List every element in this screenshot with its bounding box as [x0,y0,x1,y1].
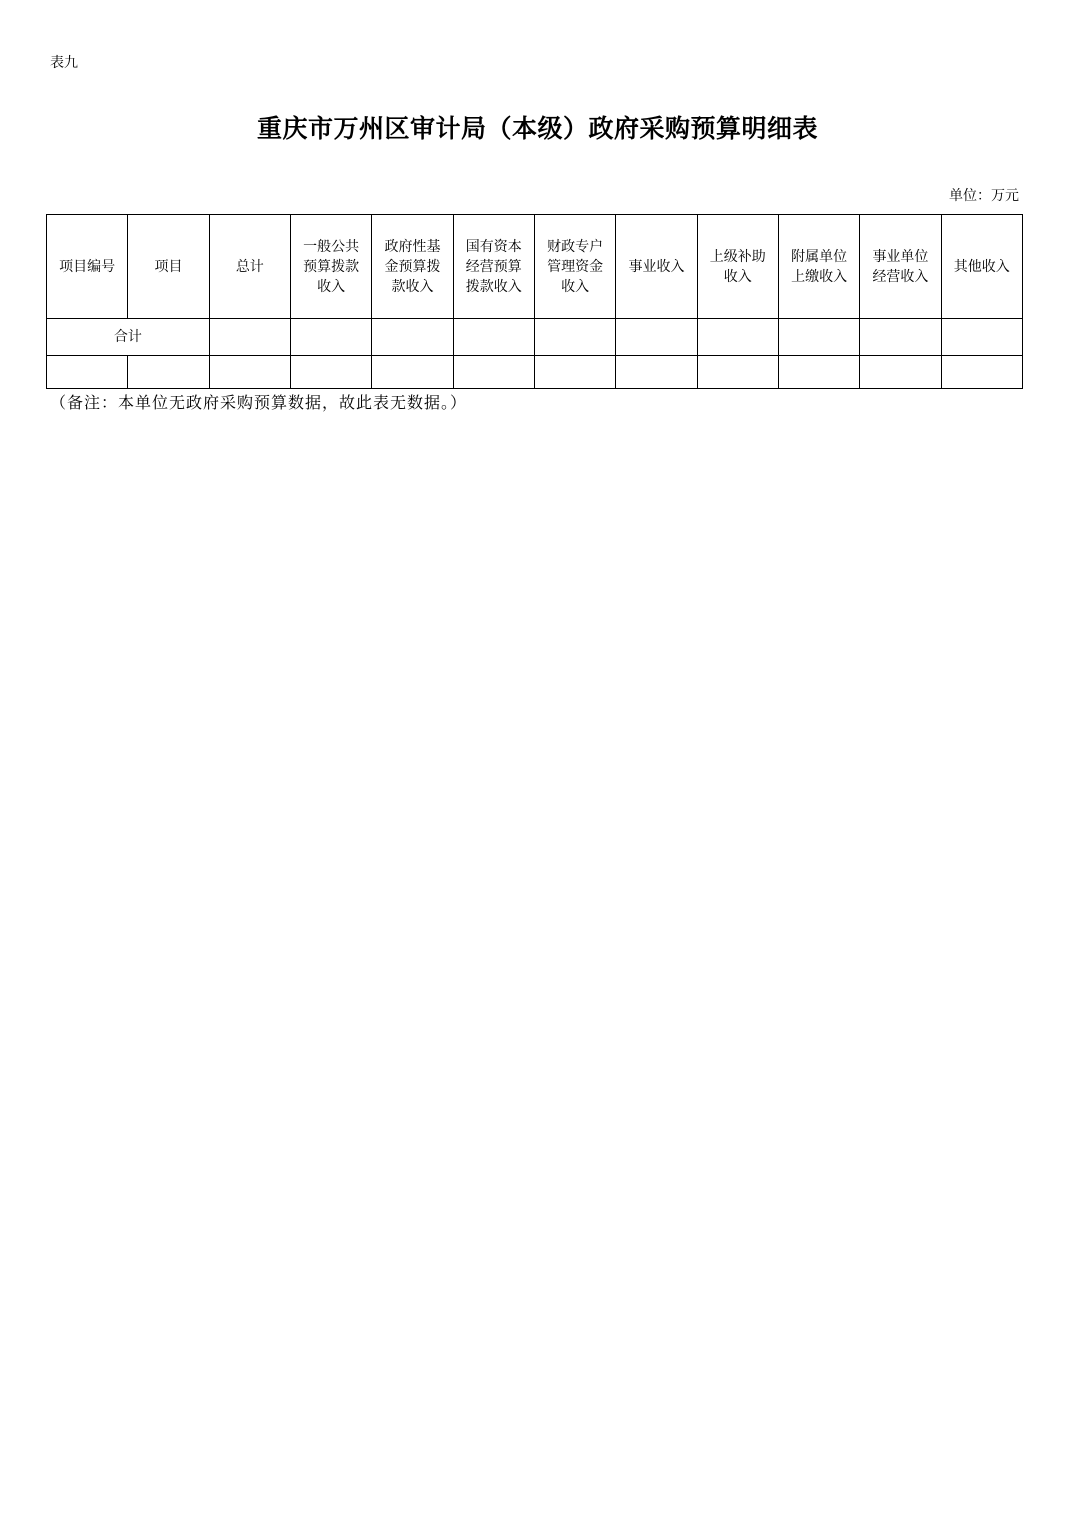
table-cell [941,319,1022,356]
table-cell [534,319,615,356]
table-cell [209,319,290,356]
table-cell [941,356,1022,389]
table-number-label: 表九 [50,55,78,71]
table-total-row [47,319,1023,356]
table-cell [778,356,859,389]
table-cell [290,319,371,356]
table-cell [697,356,778,389]
unit-label: 单位：万元 [949,188,1019,204]
table-cell [453,356,534,389]
header-superior-subsidy: 上级补助收入 [697,215,778,319]
header-business-income: 事业收入 [616,215,697,319]
total-row-label: 合计 [47,319,210,356]
header-government-fund-budget: 政府性基金预算拨款收入 [372,215,453,319]
table-cell [209,356,290,389]
table-cell [860,356,941,389]
document-title: 重庆市万州区审计局（本级）政府采购预算明细表 [256,114,818,143]
table-cell [290,356,371,389]
table-note: （备注：本单位无政府采购预算数据，故此表无数据。） [50,393,468,412]
table-cell [616,356,697,389]
header-public-institution-operating: 事业单位经营收入 [860,215,941,319]
table-cell [616,319,697,356]
header-general-public-budget: 一般公共预算拨款收入 [290,215,371,319]
table-cell [697,319,778,356]
header-project-code: 项目编号 [47,215,128,319]
table-cell [372,356,453,389]
header-other-income: 其他收入 [941,215,1022,319]
table-cell [860,319,941,356]
table-cell [128,356,209,389]
table-header-row [47,215,1023,319]
table-cell [534,356,615,389]
table-cell [372,319,453,356]
header-state-capital-budget: 国有资本经营预算拨款收入 [453,215,534,319]
header-total: 总计 [209,215,290,319]
header-affiliated-remittance: 附属单位上缴收入 [778,215,859,319]
table-cell [47,356,128,389]
table-row [47,356,1023,389]
table-cell [453,319,534,356]
header-fiscal-special-account: 财政专户管理资金收入 [534,215,615,319]
procurement-budget-table [46,214,1023,389]
table-cell [778,319,859,356]
header-project: 项目 [128,215,209,319]
